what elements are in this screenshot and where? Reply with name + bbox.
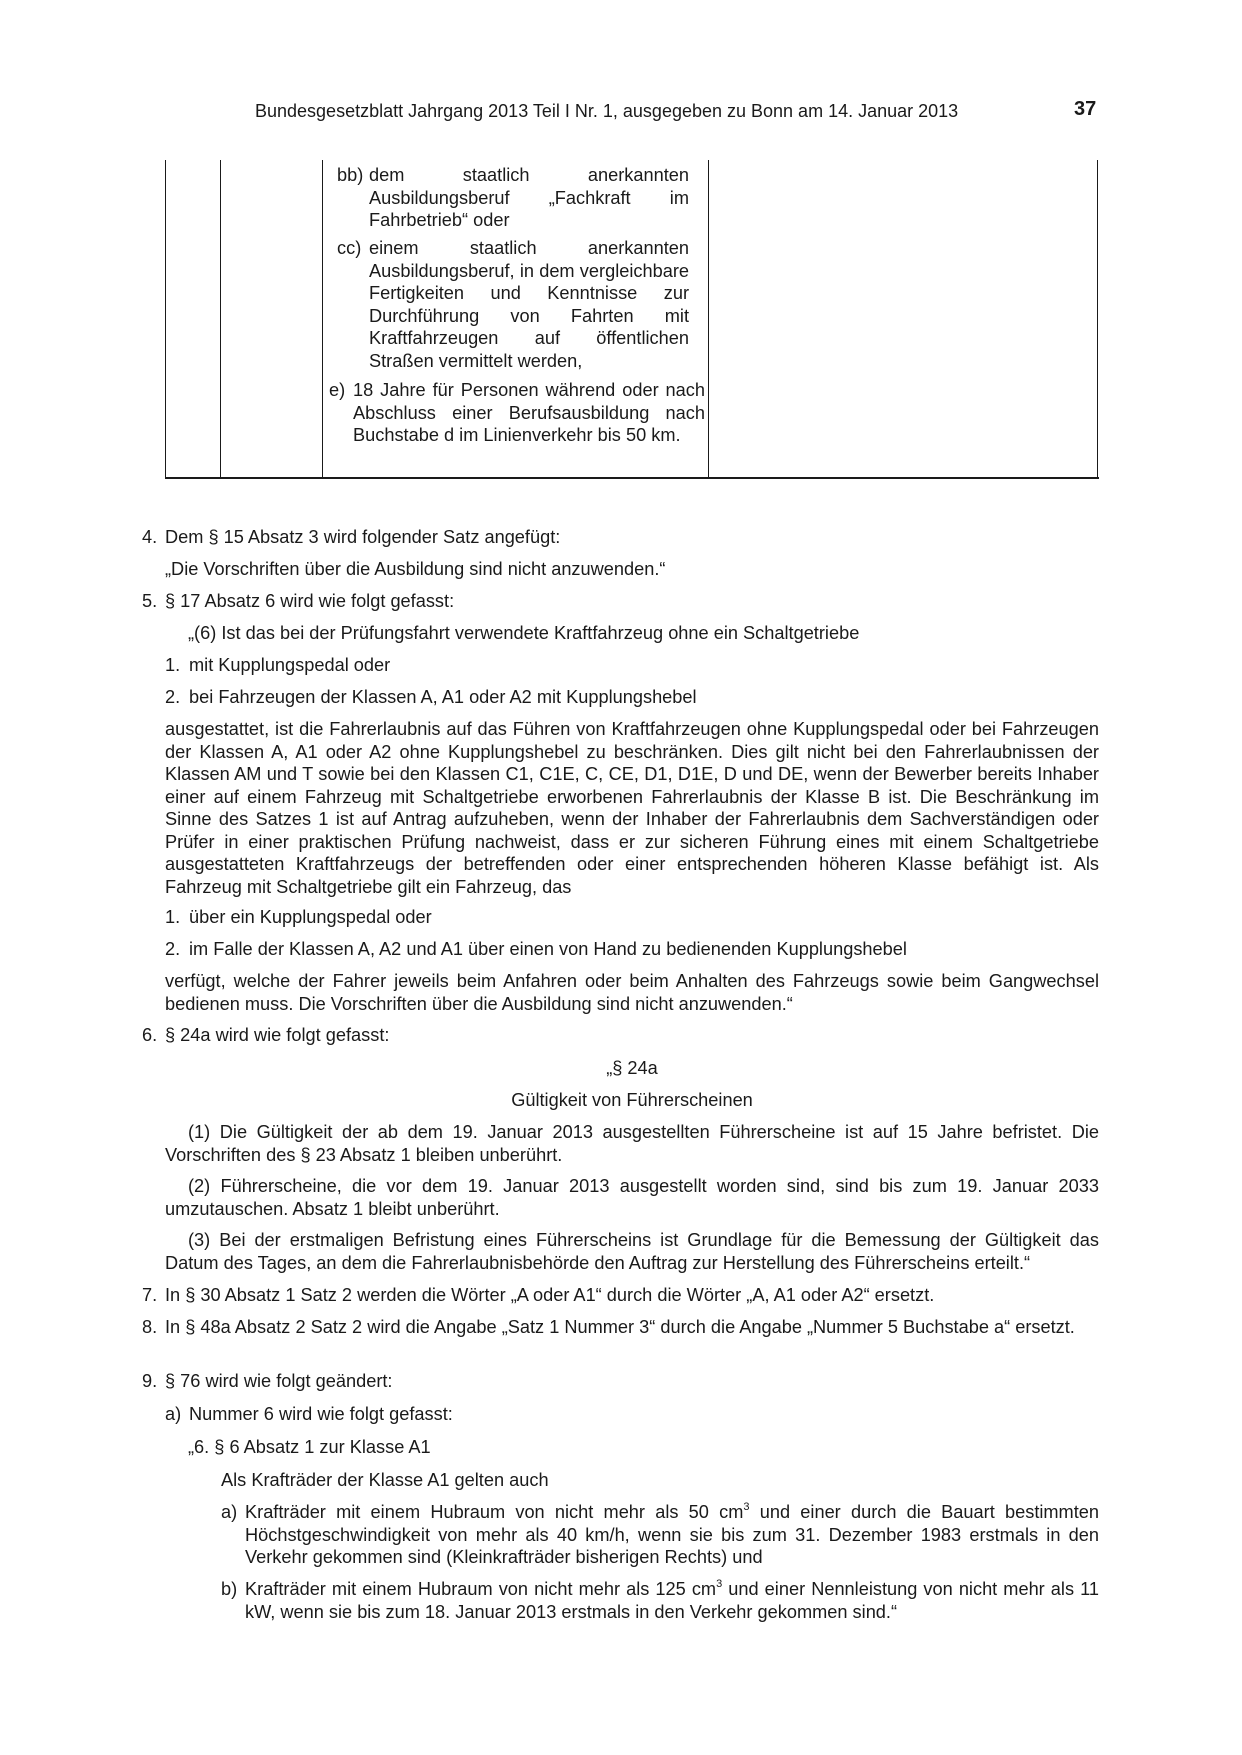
table-list-item: [329, 379, 861, 447]
amendment-table: [165, 160, 1099, 479]
list-text: im Falle der Klassen A, A2 und A1 über einen von Hand zu bedienenden Kupplungshebel: [189, 939, 907, 959]
paragraph: Als Krafträder der Klasse A1 gelten auch: [221, 1470, 549, 1490]
table-column-divider: [220, 160, 221, 477]
list-text: bei Fahrzeugen der Klassen A, A1 oder A2 mit Kupplungshebel: [189, 687, 697, 707]
list-number: 2.: [165, 687, 181, 707]
item-text: In § 30 Absatz 1 Satz 2 werden die Wörter „A oder A1“ durch die Wörter „A, A1 oder A2“ ersetzt.: [165, 1285, 935, 1305]
paragraph: „(6) Ist das bei der Prüfungsfahrt verwendete Kraftfahrzeug ohne ein Schaltgetriebe: [188, 623, 860, 643]
table-column-divider: [165, 160, 166, 477]
list-text: [245, 1578, 1099, 1623]
table-column-divider: [1097, 160, 1098, 477]
subsection-title: „6. § 6 Absatz 1 zur Klasse A1: [188, 1437, 431, 1457]
page-number: 37: [1074, 98, 1097, 120]
quoted-text: „Die Vorschriften über die Ausbildung sind nicht anzuwenden.“: [165, 559, 666, 579]
paragraph: (1) Die Gültigkeit der ab dem 19. Januar 2013 ausgestellten Führerscheine ist auf 15 Jahre befristet. Die Vorschriften des § 23 Absatz 1 bleiben unberührt.: [165, 1122, 1099, 1165]
item-text: § 24a wird wie folgt gefasst:: [165, 1025, 390, 1045]
paragraph: (3) Bei der erstmaligen Befristung eines Führerscheins ist Grundlage für die Bemessung der Gültigkeit das Datum des Tages, an dem die Fahrerlaubnisbehörde den Auftrag zur Herstellung des Führerscheins erteilt.“: [165, 1230, 1099, 1273]
superscript: 3: [716, 1577, 723, 1590]
list-text-part: und einer durch die Bauart bestimmten Höchstgeschwindigkeit von mehr als 40 km/h, wenn sie bis zum 31. Dezember 1983 erstmals in den Verkehr gekommen sind (Kleinkrafträder bisherigen Rechts) und: [245, 1502, 1099, 1567]
list-label: cc): [337, 238, 362, 258]
paragraph: verfügt, welche der Fahrer jeweils beim Anfahren oder beim Anhalten des Fahrzeugs sowie beim Gangwechsel bedienen muss. Die Vorschriften über die Ausbildung sind nicht anzuwenden.“: [165, 971, 1099, 1014]
list-label: e): [329, 380, 346, 400]
list-text: mit Kupplungspedal oder: [189, 655, 391, 675]
item-number: 8.: [142, 1317, 158, 1337]
list-text: 18 Jahre für Personen während oder nach Abschluss einer Berufsausbildung nach Buchstabe d im Linienverkehr bis 50 km.: [353, 380, 705, 445]
item-number: 9.: [142, 1371, 158, 1391]
item-number: 6.: [142, 1025, 158, 1045]
list-text-part: Krafträder mit einem Hubraum von nicht mehr als 50 cm: [245, 1502, 744, 1522]
table-list-item: [337, 237, 869, 372]
paragraph: (2) Führerscheine, die vor dem 19. Januar 2013 ausgestellt worden sind, sind bis zum 19. Januar 2033 umzutauschen. Absatz 1 bleibt unberührt.: [165, 1176, 1099, 1219]
list-text-part: und einer Nennleistung von nicht mehr als 11 kW, wenn sie bis zum 18. Januar 2013 erstmals in den Verkehr gekommen sind.“: [245, 1579, 1100, 1622]
list-number: 1.: [165, 907, 181, 927]
running-header: Bundesgesetzblatt Jahrgang 2013 Teil I Nr. 1, ausgegeben zu Bonn am 14. Januar 2013: [255, 101, 959, 121]
item-text: Dem § 15 Absatz 3 wird folgender Satz angefügt:: [165, 527, 561, 547]
list-label: a): [221, 1502, 238, 1522]
table-column-divider: [322, 160, 323, 477]
list-number: 2.: [165, 939, 181, 959]
list-text: dem staatlich anerkannten Ausbildungsberuf „Fachkraft im Fahrbetrieb“ oder: [369, 165, 689, 230]
list-text: Nummer 6 wird wie folgt gefasst:: [189, 1404, 453, 1424]
item-number: 5.: [142, 591, 158, 611]
item-number: 7.: [142, 1285, 158, 1305]
table-list-item: [337, 164, 869, 232]
item-text: § 17 Absatz 6 wird wie folgt gefasst:: [165, 591, 455, 611]
paragraph: ausgestattet, ist die Fahrerlaubnis auf das Führen von Kraftfahrzeugen ohne Kupplungspedal oder bei Fahrzeugen der Klassen A, A1 oder A2 ohne Kupplungshebel zu beschränken. Dies gilt nicht bei den Fahrerlaubnissen der Klassen AM und T sowie bei den Klassen C1, C1E, C, CE, D1, D1E, D und DE, wenn der Bewerber bereits Inhaber einer auf einem Fahrzeug mit Schaltgetriebe erworbenen Fahrerlaubnis der Klasse B ist. Die Beschränkung im Sinne des Satzes 1 ist auf Antrag aufzuheben, wenn der Inhaber der Fahrerlaubnis dem Sachverständigen oder Prüfer in einer praktischen Prüfung nachweist, dass er zur sicheren Führung eines mit einem Schaltgetriebe ausgestatteten Kraftfahrzeugs der betreffenden oder einer entsprechenden höheren Klasse befähigt ist. Als Fahrzeug mit Schaltgetriebe gilt ein Fahrzeug, das: [165, 719, 1099, 897]
list-text: über ein Kupplungspedal oder: [189, 907, 432, 927]
list-label: bb): [337, 165, 364, 185]
list-label: b): [221, 1579, 238, 1599]
superscript: 3: [743, 1500, 750, 1513]
section-number: „§ 24a: [606, 1058, 658, 1078]
list-text: [245, 1501, 1099, 1569]
list-text-part: Krafträder mit einem Hubraum von nicht mehr als 125 cm: [245, 1579, 717, 1599]
list-number: 1.: [165, 655, 181, 675]
list-label: a): [165, 1404, 182, 1424]
item-text: § 76 wird wie folgt geändert:: [165, 1371, 393, 1391]
list-text: einem staatlich anerkannten Ausbildungsberuf, in dem vergleichbare Fertigkeiten und Kenntnisse zur Durchführung von Fahrten mit Kraftfahrzeugen auf öffentlichen Straßen vermittelt werden,: [369, 238, 689, 371]
item-text: In § 48a Absatz 2 Satz 2 wird die Angabe „Satz 1 Nummer 3“ durch die Angabe „Nummer 5 Buchstabe a“ ersetzt.: [165, 1317, 1075, 1337]
section-heading: Gültigkeit von Führerscheinen: [511, 1090, 753, 1110]
item-number: 4.: [142, 527, 158, 547]
